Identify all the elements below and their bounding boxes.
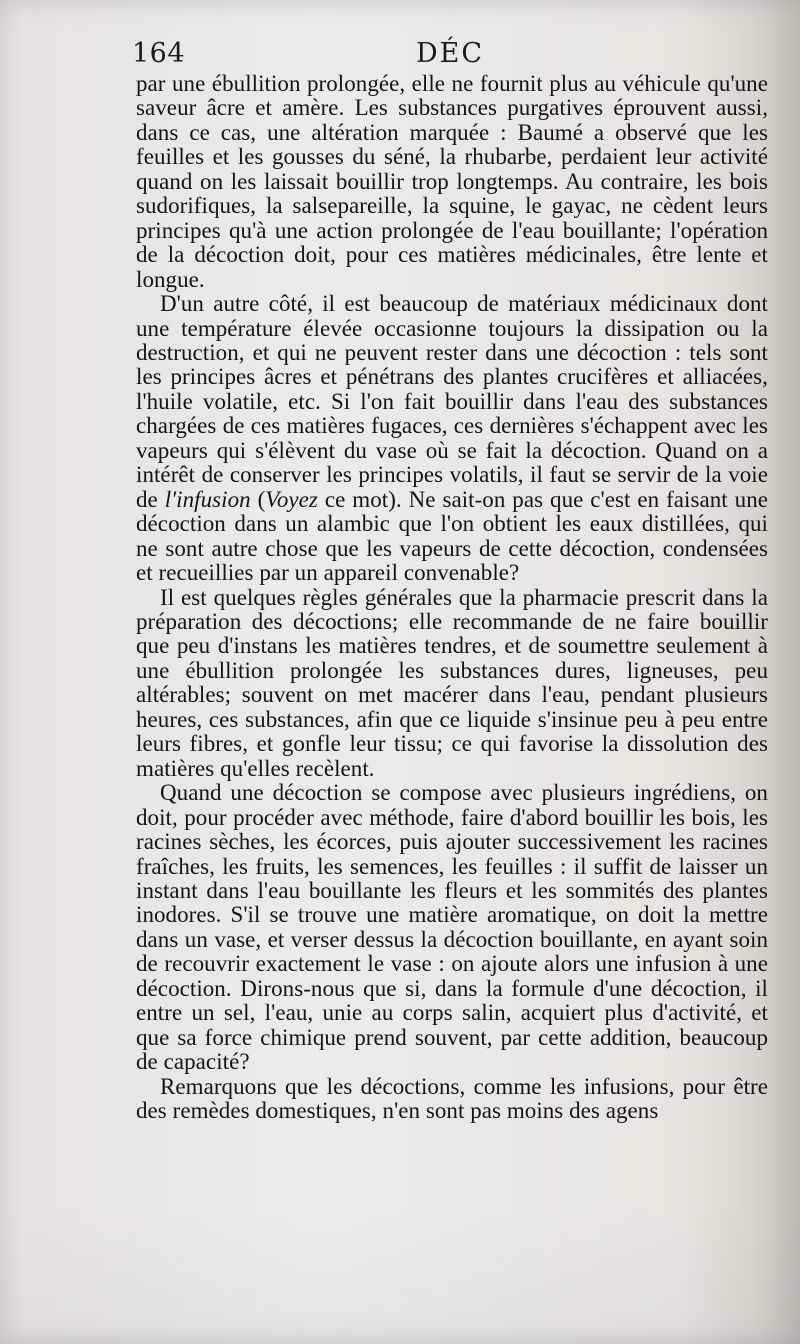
paragraph-5-text: Remarquons que les décoctions, comme les infusions, pour être des remèdes domestiques, n'en sont pas moins des agens bbox=[136, 1073, 768, 1124]
paragraph-3-text: Il est quelques règles générales que la pharmacie prescrit dans la préparation des décoctions; elle recommande de ne faire bouillir que peu d'instans les matières tendres, et de soumettre seulement à une ébullition prolongée les substances dures, ligneuses, peu altérables; souvent on met macérer dans l'eau, pendant plusieurs heures, ces substances, afin que ce liquide s'insinue peu à peu entre leurs fibres, et gonfle leur tissu; ce qui favorise la dissolution des matières qu'elles recèlent. bbox=[136, 584, 768, 781]
paragraph-1 bbox=[136, 72, 768, 292]
paragraph-4-text: Quand une décoction se compose avec plusieurs ingrédiens, on doit, pour procéder avec méthode, faire d'abord bouillir les bois, les racines sèches, les écorces, puis ajouter successivement les racines fraîches, les fruits, les semences, les feuilles : il suffit de laisser un instant dans l'eau bouillante les fleurs et les sommités des plantes inodores. S'il se trouve une matière aromatique, on doit la mettre dans un vase, et verser dessus la décoction bouillante, en ayant soin de recouvrir exactement le vase : on ajoute alors une infusion à une décoction. Dirons-nous que si, dans la formule d'une décoction, il entre un sel, l'eau, unie au corps salin, acquiert plus d'activité, et que sa force chimique prend souvent, par cette addition, beaucoup de capacité? bbox=[136, 780, 768, 1075]
paragraph-2-text-b: ( bbox=[250, 486, 266, 512]
running-head: DÉC bbox=[415, 38, 484, 69]
paragraph-5 bbox=[136, 1075, 768, 1124]
paragraph-2-italic-voyez: Voyez bbox=[265, 486, 318, 512]
paragraph-1-text: par une ébullition prolongée, elle ne fournit plus au véhicule qu'une saveur âcre et amère. Les substances purgatives éprouvent aussi, dans ce cas, une altération marquée : Baumé a observé que les feuilles et les gousses du séné, la rhubarbe, perdaient leur activité quand on les laissait bouillir trop longtemps. Au contraire, les bois sudorifiques, la salsepareille, la squine, le gayac, ne cèdent leurs principes qu'à une action prolongée de l'eau bouillante; l'opération de la décoction doit, pour ces matières médicinales, être lente et longue. bbox=[136, 71, 768, 292]
paragraph-2 bbox=[136, 292, 768, 585]
paragraph-2-italic-infusion: l'infusion bbox=[164, 486, 251, 512]
paragraph-3 bbox=[136, 586, 768, 782]
body-text bbox=[136, 72, 768, 1123]
paragraph-2-text-a: D'un autre côté, il est beaucoup de matériaux médicinaux dont une température élevée occasionne toujours la dissipation ou la destruction, et qui ne peuvent rester dans une décoction : tels sont les principes âcres et pénétrans des plantes crucifères et alliacées, l'huile volatile, etc. Si l'on fait bouillir dans l'eau des substances chargées de ces matières fugaces, ces dernières s'échappent avec les vapeurs qui s'élèvent du vase où se fait la décoction. Quand on a intérêt de conserver les principes volatils, il faut se servir de la voie de bbox=[136, 291, 768, 512]
paragraph-2-text-c: ce mot). Ne sait-on pas que c'est en faisant une décoction dans un alambic que l'on obtient les eaux distillées, qui ne sont autre chose que les vapeurs de cette décoction, condensées et recueillies par un appareil convenable? bbox=[136, 486, 769, 586]
page-number: 164 bbox=[132, 38, 186, 69]
page-header bbox=[132, 38, 768, 72]
paragraph-4 bbox=[136, 781, 768, 1074]
paper-shading bbox=[0, 1204, 800, 1344]
